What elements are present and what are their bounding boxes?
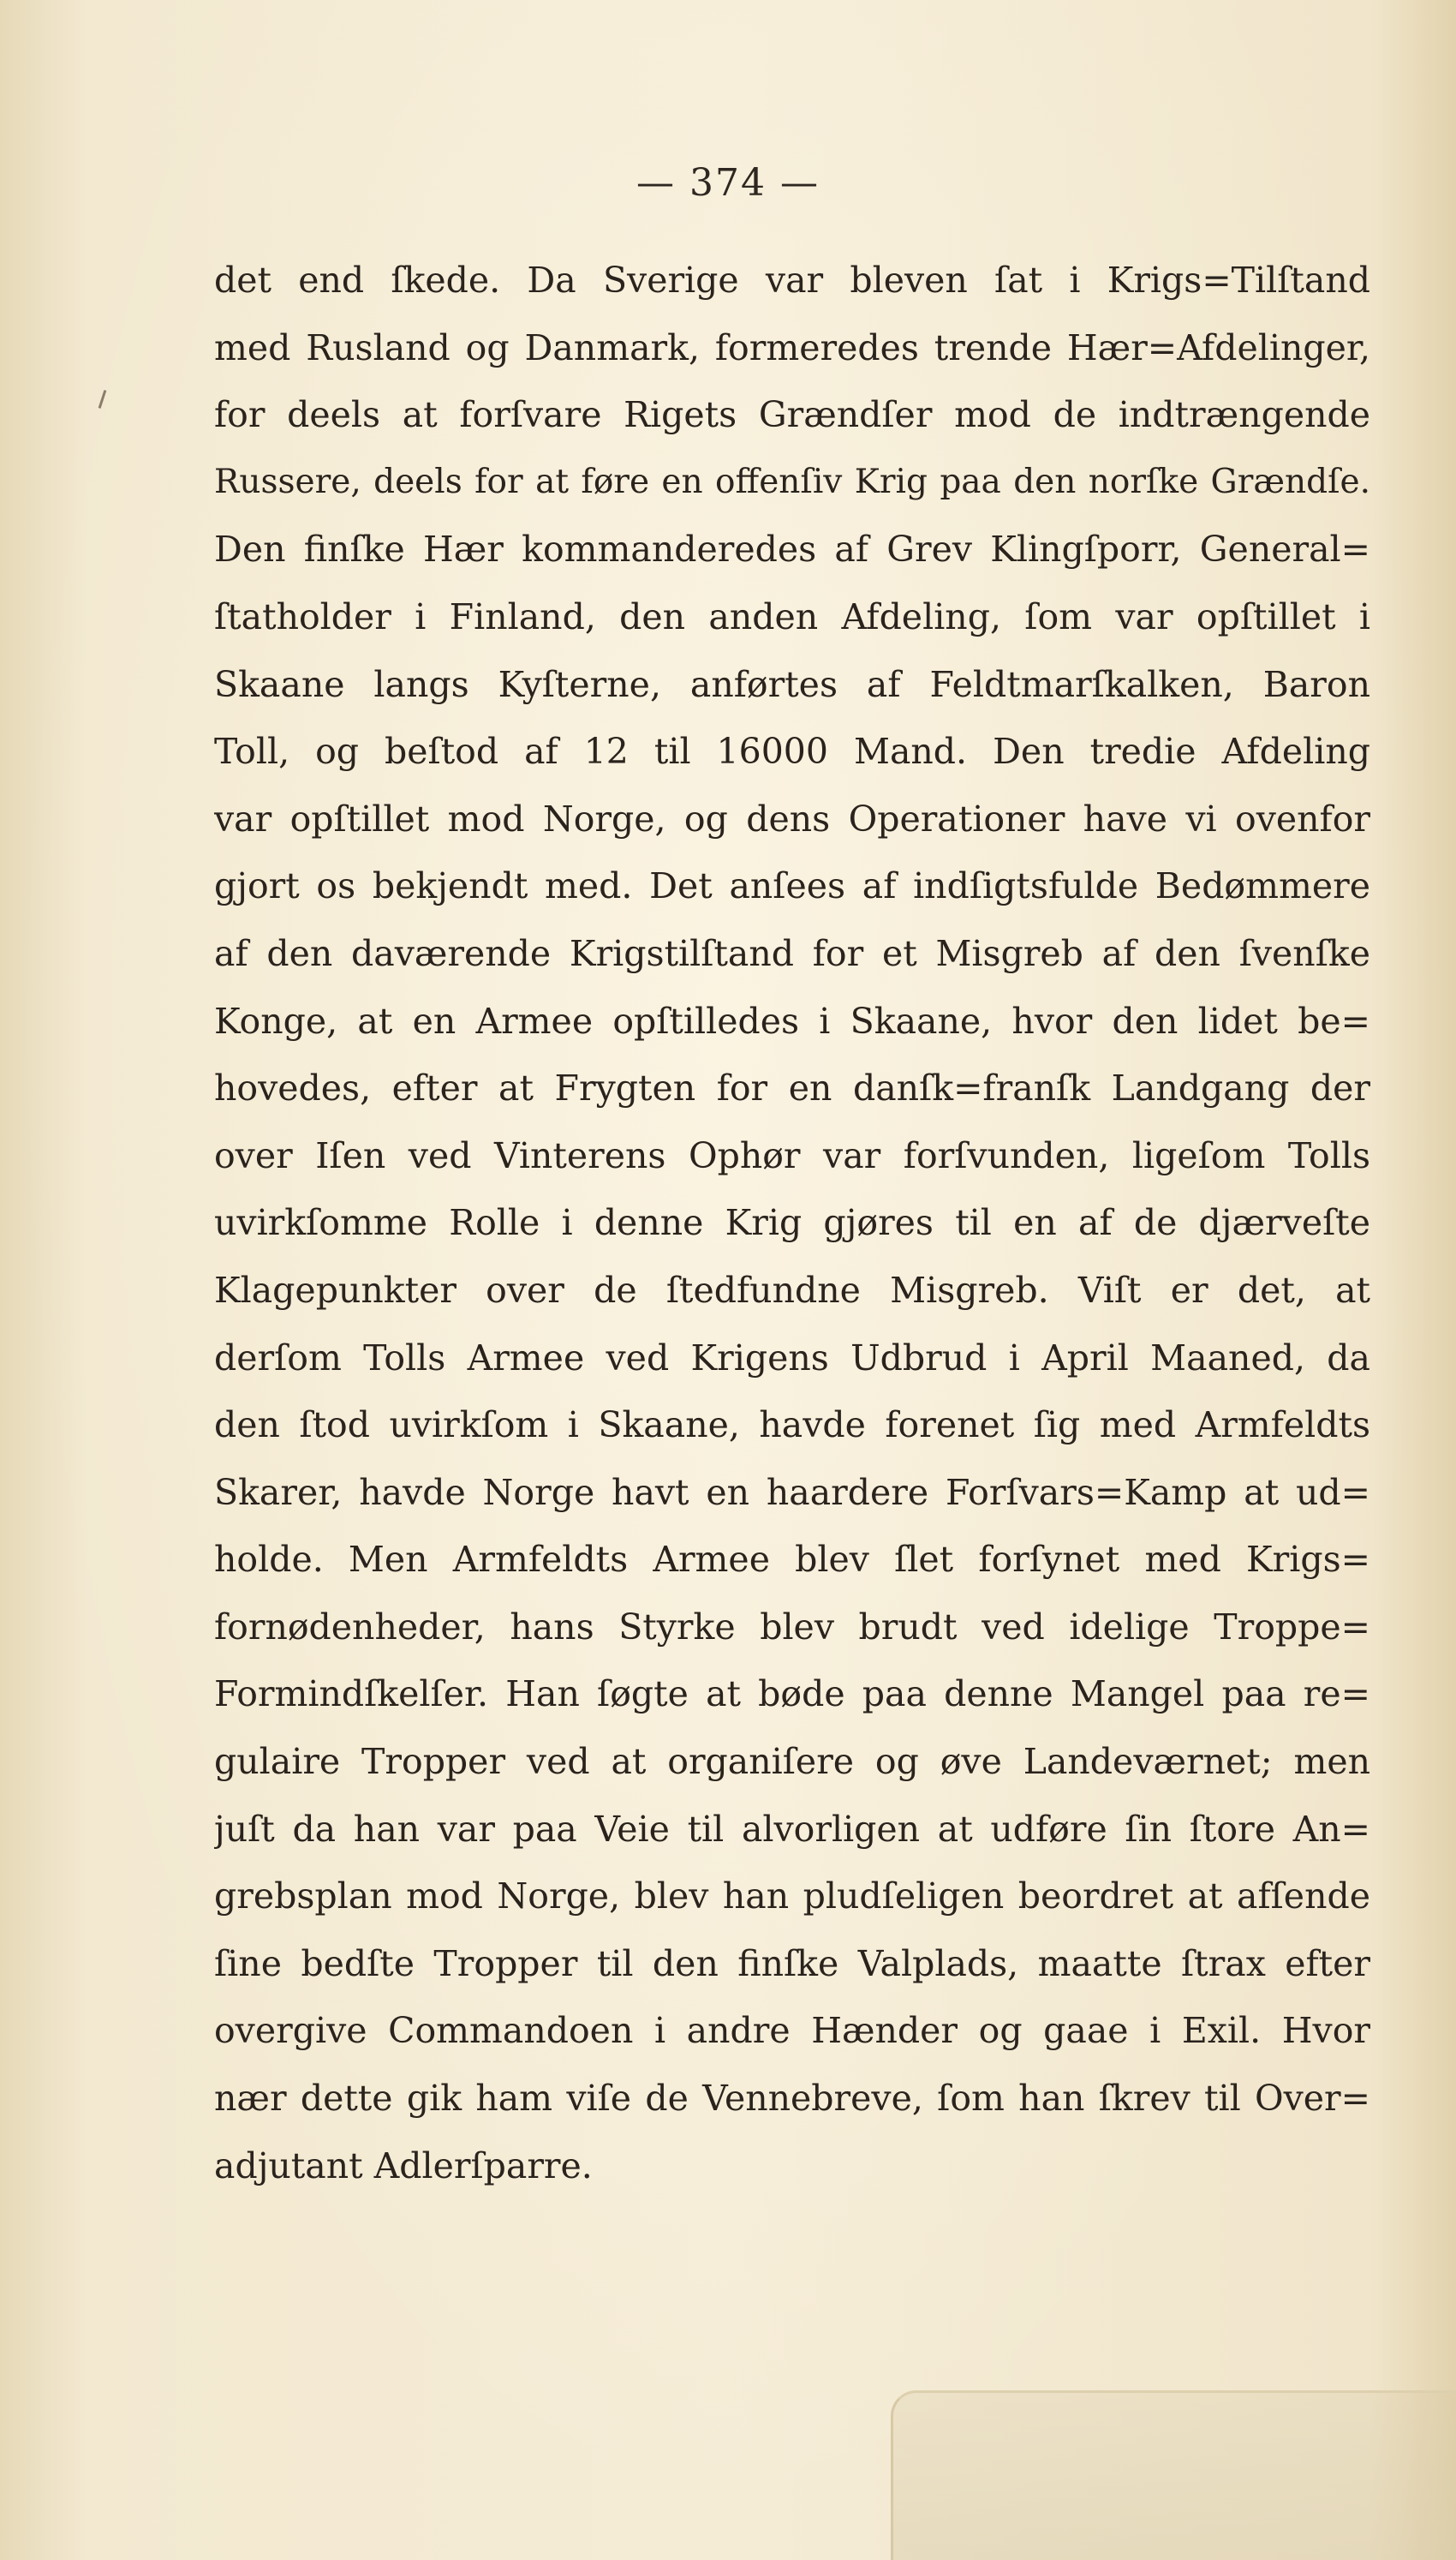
text-line: adjutant Adlerſparre. (214, 2144, 593, 2186)
text-line: juſt da han var paa Veie til alvorligen at udføre ſin ſtore An= (214, 1808, 1370, 1850)
text-line: med Rusland og Danmark, formeredes trende Hær=Afdelinger, (214, 326, 1370, 368)
text-line: Russere, deels for at føre en offenſiv Krig paa den norſke Grændſe. (214, 462, 1370, 501)
text-line: for deels at forſvare Rigets Grændſer mod de indtrængende (214, 394, 1370, 436)
text-line: fornødenheder, hans Styrke blev brudt ved idelige Troppe= (214, 1606, 1370, 1648)
text-line: Den finſke Hær kommanderedes af Grev Klingſporr, General= (214, 529, 1370, 571)
text-line: hovedes, efter at Frygten for en danſk=franſk Landgang der (214, 1068, 1370, 1110)
text-line: grebsplan mod Norge, blev han pludſeligen beordret at afſende (214, 1875, 1370, 1917)
text-line: ſtatholder i Finland, den anden Afdeling, ſom var opſtillet i (214, 595, 1370, 637)
text-line: Formindſkelſer. Han ſøgte at bøde paa denne Mangel paa re= (214, 1673, 1370, 1715)
text-line: Klagepunkter over de ſtedfundne Misgreb. Viſt er det, at (214, 1269, 1370, 1311)
text-line: Skarer, havde Norge havt en haardere Forſvars=Kamp at ud= (214, 1471, 1370, 1513)
text-line: nær dette gik ham viſe de Vennebreve, ſom han ſkrev til Over= (214, 2078, 1370, 2120)
text-line: over Iſen ved Vinterens Ophør var forſvunden, ligeſom Tolls (214, 1134, 1370, 1176)
text-line: af den daværende Krigstilſtand for et Misgreb af den ſvenſke (214, 932, 1370, 974)
text-line: gjort os bekjendt med. Det anſees af indſigtsfulde Bedømmere (214, 865, 1370, 907)
text-line: overgive Commandoen i andre Hænder og gaae i Exil. Hvor (214, 2010, 1370, 2052)
text-line: Konge, at en Armee opſtilledes i Skaane, hvor den lidet be= (214, 1000, 1370, 1042)
paper-stain (891, 2390, 1456, 2560)
text-line: den ſtod uvirkſom i Skaane, havde forenet ſig med Armfeldts (214, 1404, 1370, 1446)
text-line: Skaane langs Kyſterne, anførtes af Feldtmarſkalken, Baron (214, 663, 1370, 705)
text-line: Toll, og beſtod af 12 til 16000 Mand. Den tredie Afdeling (214, 731, 1370, 773)
text-line: holde. Men Armfeldts Armee blev ſlet forſynet med Krigs= (214, 1539, 1370, 1581)
text-line: derſom Tolls Armee ved Krigens Udbrud i April Maaned, da (214, 1337, 1370, 1379)
text-line: uvirkſomme Rolle i denne Krig gjøres til en af de djærveſte (214, 1202, 1370, 1244)
body-text (214, 247, 1370, 2199)
ink-mark (98, 390, 107, 409)
text-line: gulaire Tropper ved at organiſere og øve Landeværnet; men (214, 1741, 1370, 1783)
text-line: det end ſkede. Da Sverige var bleven ſat i Krigs=Tilſtand (214, 260, 1370, 301)
page-number: — 374 — (636, 161, 820, 205)
text-line: ſine bedſte Tropper til den finſke Valplads, maatte ſtrax efter (214, 1942, 1370, 1984)
text-line: var opſtillet mod Norge, og dens Operationer have vi ovenfor (214, 798, 1370, 840)
